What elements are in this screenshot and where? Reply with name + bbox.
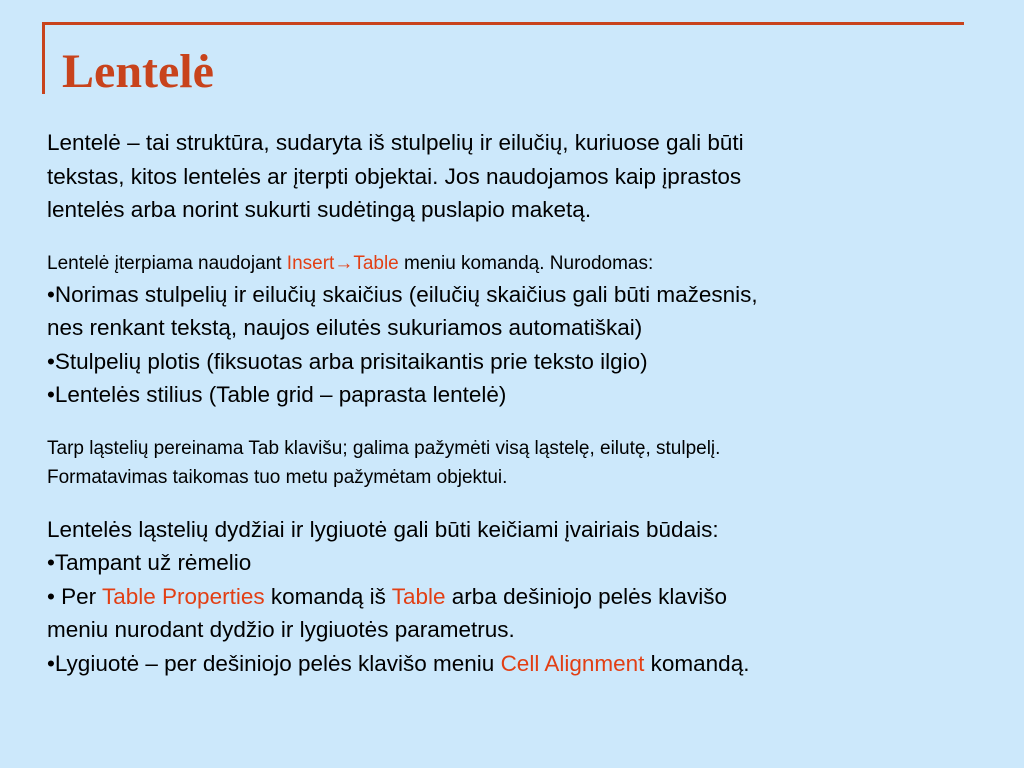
spacer	[47, 227, 987, 249]
slide-title: Lentelė	[62, 45, 214, 98]
resize-intro: Lentelės ląstelių dydžiai ir lygiuotė gali būti keičiami įvairiais būdais:	[47, 516, 719, 542]
table-menu-command: Table	[391, 583, 446, 609]
cell-alignment-command: Cell Alignment	[500, 650, 645, 676]
insert-bullet-3: •Lentelės stilius (Table grid – paprasta lentelė)	[47, 382, 507, 407]
resize-bullet-2-mid: komandą iš	[264, 583, 392, 609]
insert-table-command: Insert→Table	[286, 252, 399, 274]
resize-bullet-1: •Tampant už rėmelio	[47, 550, 252, 575]
table-properties-command: Table Properties	[102, 583, 265, 609]
title-frame-top-rule	[42, 22, 964, 25]
resize-bullet-2-pre: • Per	[47, 583, 102, 609]
resize-bullet-3-pre: •Lygiuotė – per dešiniojo pelės klavišo meniu	[47, 650, 501, 676]
intro-line-3: lentelės arba norint sukurti sudėtingą puslapio maketą.	[47, 197, 592, 222]
intro-line-2: tekstas, kitos lentelės ar įterpti objektai. Jos naudojamos kaip įprastos	[47, 163, 742, 189]
insert-bullet-1-line-1: •Norimas stulpelių ir eilučių skaičius (eilučių skaičius gali būti mažesnis,	[47, 281, 758, 307]
intro-line-1: Lentelė – tai struktūra, sudaryta iš stulpelių ir eilučių, kuriuose gali būti	[47, 130, 744, 155]
resize-bullet-2-line-1	[47, 580, 987, 614]
spacer	[47, 492, 987, 513]
insert-intro	[47, 249, 987, 278]
resize-bullet-3	[47, 647, 987, 681]
spacer	[47, 412, 987, 434]
insert-bullet-2: •Stulpelių plotis (fiksuotas arba prisitaikantis prie teksto ilgio)	[47, 348, 648, 374]
resize-bullet-2-post: arba dešiniojo pelės klavišo	[445, 583, 727, 609]
resize-bullet-3-post: komandą.	[644, 650, 750, 676]
slide-body	[47, 126, 987, 680]
insert-bullet-1-line-2: nes renkant tekstą, naujos eilutės sukuriamos automatiškai)	[47, 315, 643, 340]
insert-intro-pre: Lentelė įterpiama naudojant	[47, 252, 287, 274]
insert-intro-post: meniu komandą. Nurodomas:	[398, 252, 654, 274]
navigation-line-2: Formatavimas taikomas tuo metu pažymėtam objektui.	[47, 466, 508, 488]
resize-bullet-2-line-2: meniu nurodant dydžio ir lygiuotės parametrus.	[47, 617, 515, 642]
title-frame-left-rule	[42, 22, 45, 94]
navigation-line-1: Tarp ląstelių pereinama Tab klavišu; galima pažymėti visą ląstelę, eilutę, stulpelį.	[47, 437, 721, 459]
